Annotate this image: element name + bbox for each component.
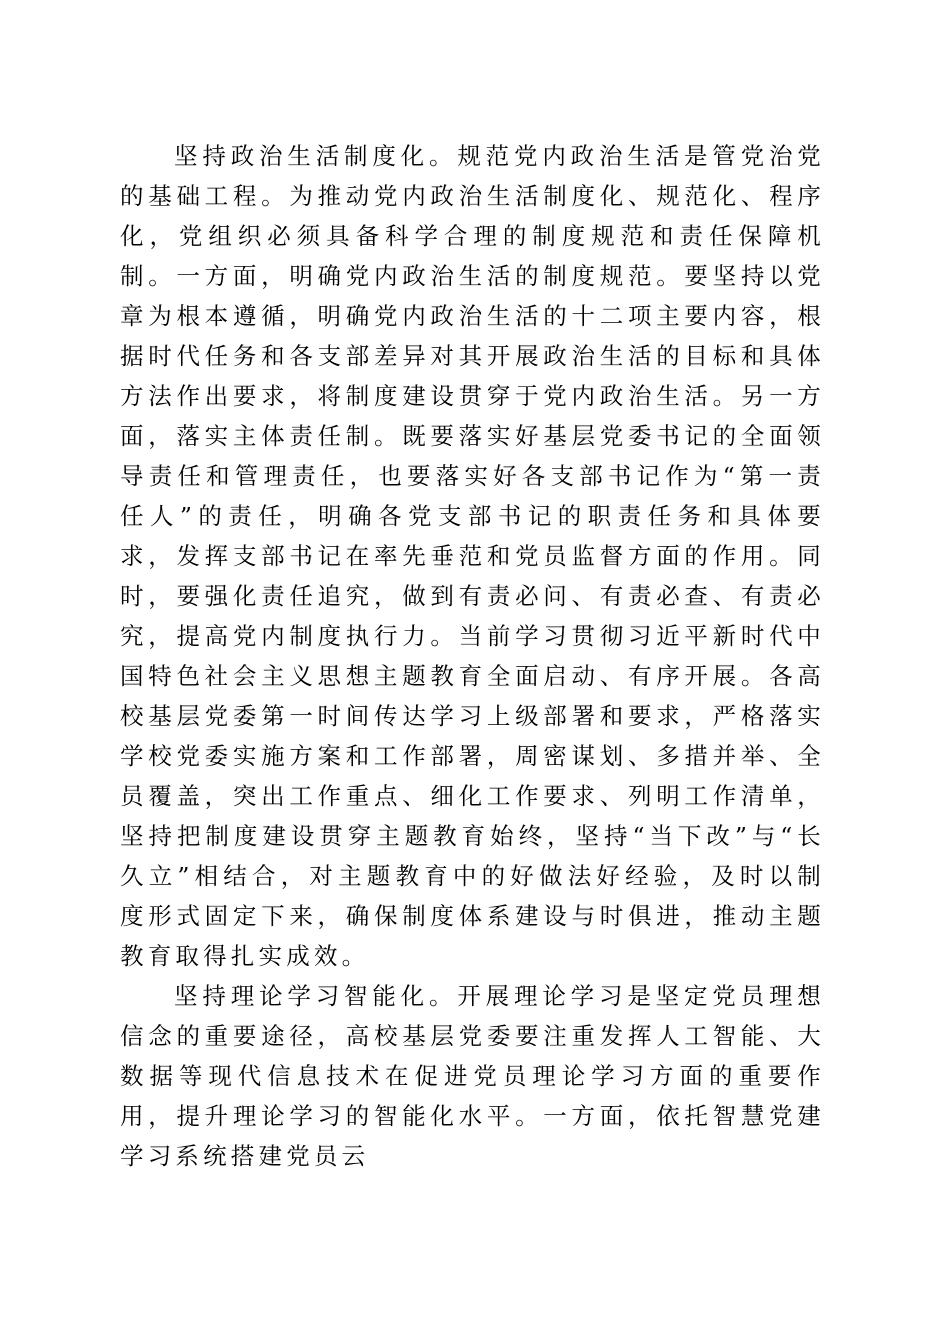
paragraph-political-life: 坚持政治生活制度化。规范党内政治生活是管党治党的基础工程。为推动党内政治生活制度化、规范化、程序化，党组织必须具备科学合理的制度规范和责任保障机制。一方面，明确党内政治生活的制度规范。要坚持以党章为根本遵循，明确党内政治生活的十二项主要内容，根据时代任务和各支部差异对其开展政治生活的目标和具体方法作出要求，将制度建设贯穿于党内政治生活。另一方面，落实主体责任制。既要落实好基层党委书记的全面领导责任和管理责任，也要落实好各支部书记作为“第一责任人”的责任，明确各党支部书记的职责任务和具体要求，发挥支部书记在率先垂范和党员监督方面的作用。同时，要强化责任追究，做到有责必问、有责必查、有责必究，提高党内制度执行力。当前学习贯彻习近平新时代中国特色社会主义思想主题教育全面启动、有序开展。各高校基层党委第一时间传达学习上级部署和要求，严格落实学校党委实施方案和工作部署，周密谋划、多措并举、全员覆盖，突出工作重点、细化工作要求、列明工作清单，坚持把制度建设贯穿主题教育始终，坚持“当下改”与“长久立”相结合，对主题教育中的好做法好经验，及时以制度形式固定下来，确保制度体系建设与时俱进，推动主题教育取得扎实成效。: [120, 142, 825, 970]
document-body: [120, 136, 825, 1176]
paragraph-theory-study: 坚持理论学习智能化。开展理论学习是坚定党员理想信念的重要途径，高校基层党委要注重发挥人工智能、大数据等现代信息技术在促进党员理论学习方面的重要作用，提升理论学习的智能化水平。一方面，依托智慧党建学习系统搭建党员云: [120, 982, 825, 1170]
